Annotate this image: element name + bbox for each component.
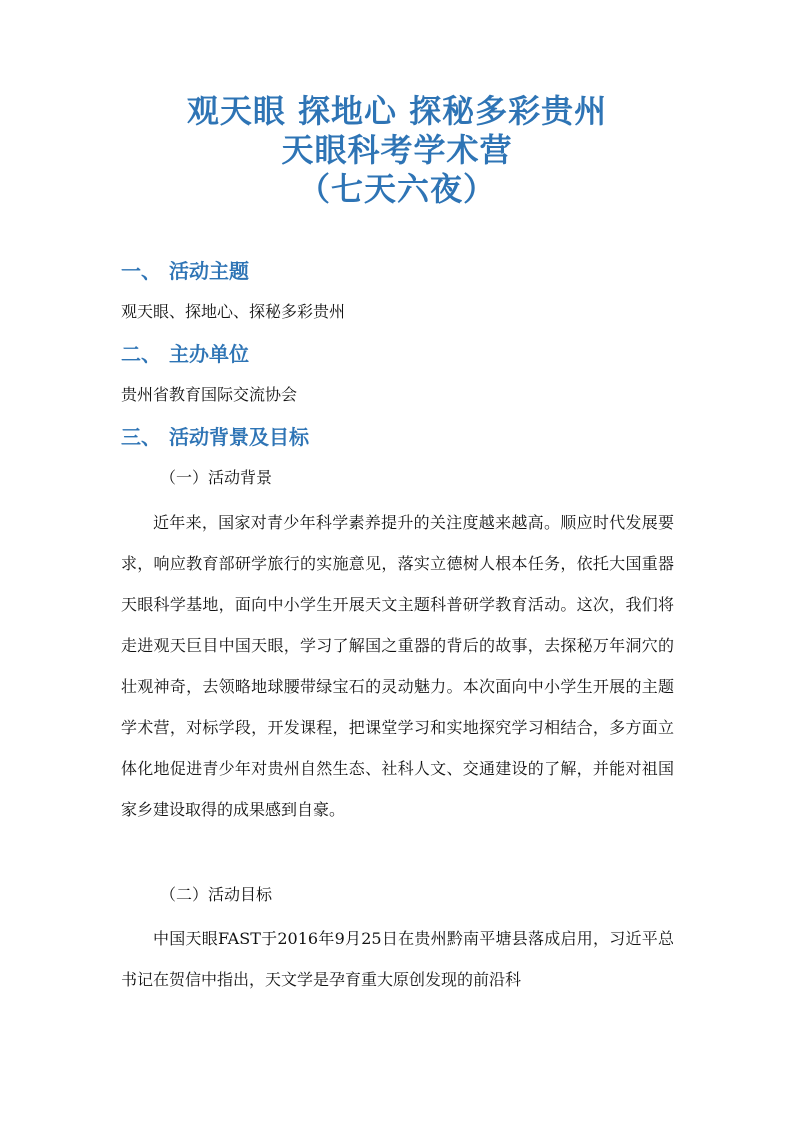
section-2-content: 贵州省教育国际交流协会	[121, 385, 298, 404]
subsection-goal-heading: （二）活动目标	[160, 885, 273, 904]
section-1-content: 观天眼、探地心、探秘多彩贵州	[121, 302, 346, 321]
title-line-1: 观天眼 探地心 探秘多彩贵州	[186, 92, 608, 130]
section-1-number: 一、	[121, 259, 161, 283]
section-2-title: 主办单位	[169, 342, 249, 366]
section-3-title: 活动背景及目标	[169, 425, 309, 449]
document-title	[0, 92, 794, 209]
section-1-title: 活动主题	[169, 259, 249, 283]
section-1-heading	[121, 259, 249, 283]
section-3-number: 三、	[121, 425, 161, 449]
title-line-2: 天眼科考学术营	[281, 131, 513, 169]
goal-paragraph: 中国天眼FAST于2016年9月25日在贵州黔南平塘县落成启用，习近平总书记在贺信中指出，天文学是孕育重大原创发现的前沿科	[121, 929, 674, 989]
background-paragraph: 近年来，国家对青少年科学素养提升的关注度越来越高。顺应时代发展要求，响应教育部研学旅行的实施意见，落实立德树人根本任务，依托大国重器天眼科学基地，面向中小学生开展天文主题科普研学教育活动。这次，我们将走进观天巨目中国天眼，学习了解国之重器的背后的故事，去探秘万年洞穴的壮观神奇，去领略地球腰带绿宝石的灵动魅力。本次面向中小学生开展的主题学术营，对标学段，开发课程，把课堂学习和实地探究学习相结合，多方面立体化地促进青少年对贵州自然生态、社科人文、交通建设的了解，并能对祖国家乡建设取得的成果感到自豪。	[121, 513, 674, 819]
section-3-heading	[121, 425, 309, 449]
subsection-background-heading: （一）活动背景	[160, 468, 273, 487]
section-2-number: 二、	[121, 342, 161, 366]
title-line-3: （七天六夜）	[297, 170, 496, 208]
section-2-heading	[121, 342, 249, 366]
